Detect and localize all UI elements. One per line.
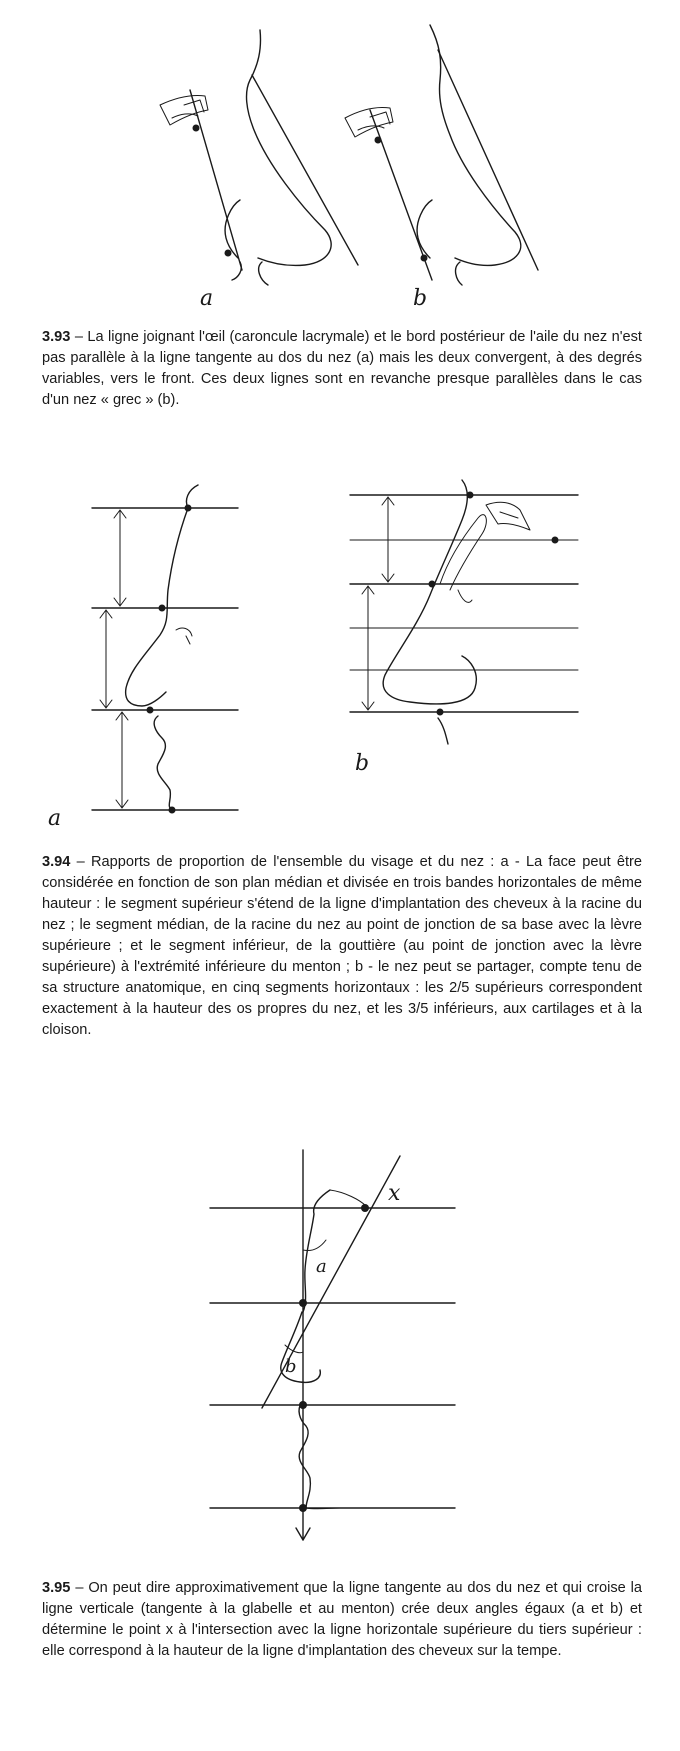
caption-number: 3.94	[42, 854, 71, 870]
label-a-3-95: a	[316, 1256, 327, 1277]
label-a-3-94: a	[48, 806, 62, 831]
figure-3-94-drawing	[0, 460, 680, 835]
caption-number: 3.93	[42, 329, 71, 345]
profile-a-3-93	[160, 30, 358, 310]
label-x-3-95: x	[388, 1181, 401, 1206]
label-a-3-93: a	[200, 286, 214, 310]
caption-number: 3.95	[42, 1580, 71, 1596]
label-b-3-95: b	[285, 1356, 297, 1377]
label-b-3-93: b	[413, 286, 428, 310]
caption-text: – La ligne joignant l'œil (caroncule lacrymale) et le bord postérieur de l'aile du nez n'est pas parallèle à la ligne tangente au dos du nez (a) mais les deux convergent, à des degrés variables, vers le front. Ces deux lignes sont en revanche presque parallèles dans le cas d'un nez « grec » (b).	[42, 329, 642, 408]
profile-a-3-94	[48, 485, 238, 831]
profile-b-3-93	[345, 25, 538, 310]
caption-3-94	[42, 852, 642, 1041]
caption-3-93	[42, 327, 642, 411]
figure-3-95-drawing	[0, 1140, 680, 1560]
profile-b-3-94	[350, 480, 578, 776]
caption-3-95	[42, 1578, 642, 1662]
caption-text: – On peut dire approximativement que la ligne tangente au dos du nez et qui croise la ligne verticale (tangente à la glabelle et au menton) crée deux angles égaux (a et b) et détermine le point x à l'intersection avec la ligne horizontale supérieure du tiers supérieur : elle correspond à la hauteur de la ligne d'implantation des cheveux sur la tempe.	[42, 1580, 643, 1659]
caption-text: – Rapports de proportion de l'ensemble du visage et du nez : a - La face peut être considérée en fonction de son plan médian et divisée en trois bandes horizontales de même hauteur : le segment supérieur s'étend de la ligne d'implantation des cheveux à la racine du nez ; le segment médian, de la racine du nez au point de jonction de sa base avec la lèvre supérieure ; et le segment inférieur, de la gouttière (au point de jonction avec la lèvre supérieure) à l'extrémité inférieure du menton ; b - le nez peut se partager, compte tenu de sa structure anatomique, en cinq segments horizontaux : les 2/5 supérieurs correspondent exactement à la hauteur des os propres du nez, et les 3/5 inférieurs, aux cartilages et à la cloison.	[42, 854, 642, 1038]
label-b-3-94: b	[355, 751, 370, 776]
figure-3-93-drawing	[0, 0, 680, 310]
profile-3-95	[210, 1150, 455, 1540]
